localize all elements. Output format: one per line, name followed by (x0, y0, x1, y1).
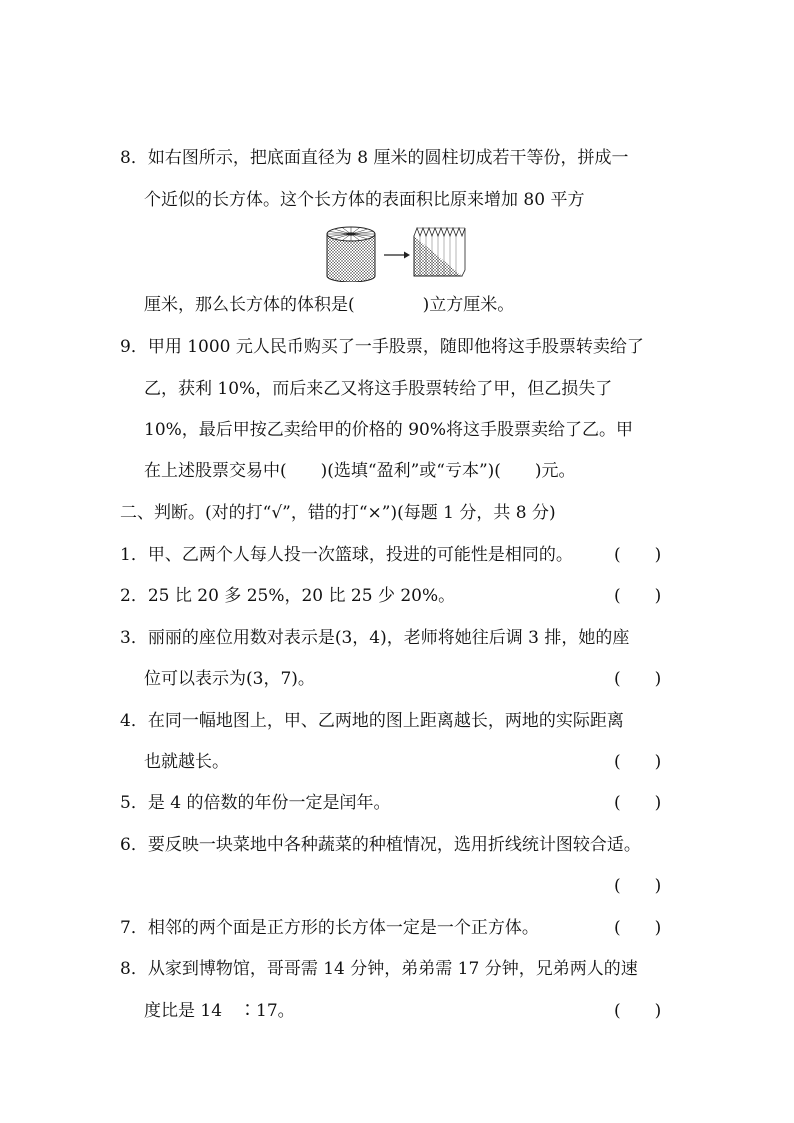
judge-item-3-line-2: 位可以表示为(3，7)。 (144, 669, 315, 689)
answer-paren-1[interactable]: ( ) (614, 545, 662, 565)
answer-paren-4[interactable]: ( ) (614, 752, 662, 772)
answer-paren-5[interactable]: ( ) (614, 793, 662, 813)
answer-paren-3[interactable]: ( ) (614, 669, 662, 689)
answer-paren-8[interactable]: ( ) (614, 1001, 662, 1021)
answer-paren-7[interactable]: ( ) (614, 918, 662, 938)
q9-line-4: 在上述股票交易中( )(选填“盈利”或“亏本”)( )元。 (144, 461, 576, 481)
q8-line-2: 个近似的长方体。这个长方体的表面积比原来增加 80 平方 (144, 190, 585, 210)
cylinder-to-cuboid-figure (324, 222, 474, 282)
q8-line-3: 厘米，那么长方体的体积是( )立方厘米。 (144, 295, 515, 315)
judge-item-8-line-2: 度比是 14 ∶17。 (144, 1001, 295, 1021)
q8-line-1: 8．如右图所示，把底面直径为 8 厘米的圆柱切成若干等份，拼成一 (120, 148, 629, 168)
arrow-right-icon (384, 252, 410, 259)
section-2-heading: 二、判断。(对的打“√”，错的打“×”)(每题 1 分，共 8 分) (120, 503, 556, 523)
judge-item-4-line-1: 4．在同一幅地图上，甲、乙两地的图上距离越长，两地的实际距离 (120, 711, 624, 731)
judge-item-6: 6．要反映一块菜地中各种蔬菜的种植情况，选用折线统计图较合适。 (120, 835, 641, 855)
cuboid-icon (414, 228, 465, 276)
answer-paren-2[interactable]: ( ) (614, 586, 662, 606)
judge-item-3-line-1: 3．丽丽的座位用数对表示是(3，4)，老师将她往后调 3 排，她的座 (120, 628, 630, 648)
q9-line-2: 乙，获利 10%，而后来乙又将这手股票转给了甲，但乙损失了 (144, 379, 613, 399)
cylinder-icon (327, 227, 375, 282)
judge-item-5: 5．是 4 的倍数的年份一定是闰年。 (120, 793, 391, 813)
judge-item-1: 1．甲、乙两个人每人投一次篮球，投进的可能性是相同的。 (120, 545, 573, 565)
q9-line-3: 10%，最后甲按乙卖给甲的价格的 90%将这手股票卖给了乙。甲 (144, 420, 633, 440)
q9-line-1: 9．甲用 1000 元人民币购买了一手股票，随即他将这手股票转卖给了 (120, 337, 644, 357)
answer-paren-6[interactable]: ( ) (614, 876, 662, 896)
judge-item-4-line-2: 也就越长。 (144, 752, 229, 772)
judge-item-2: 2．25 比 20 多 25%，20 比 25 少 20%。 (120, 586, 456, 606)
judge-item-7: 7．相邻的两个面是正方形的长方体一定是一个正方体。 (120, 918, 539, 938)
judge-item-8-line-1: 8．从家到博物馆，哥哥需 14 分钟，弟弟需 17 分钟，兄弟两人的速 (120, 959, 638, 979)
